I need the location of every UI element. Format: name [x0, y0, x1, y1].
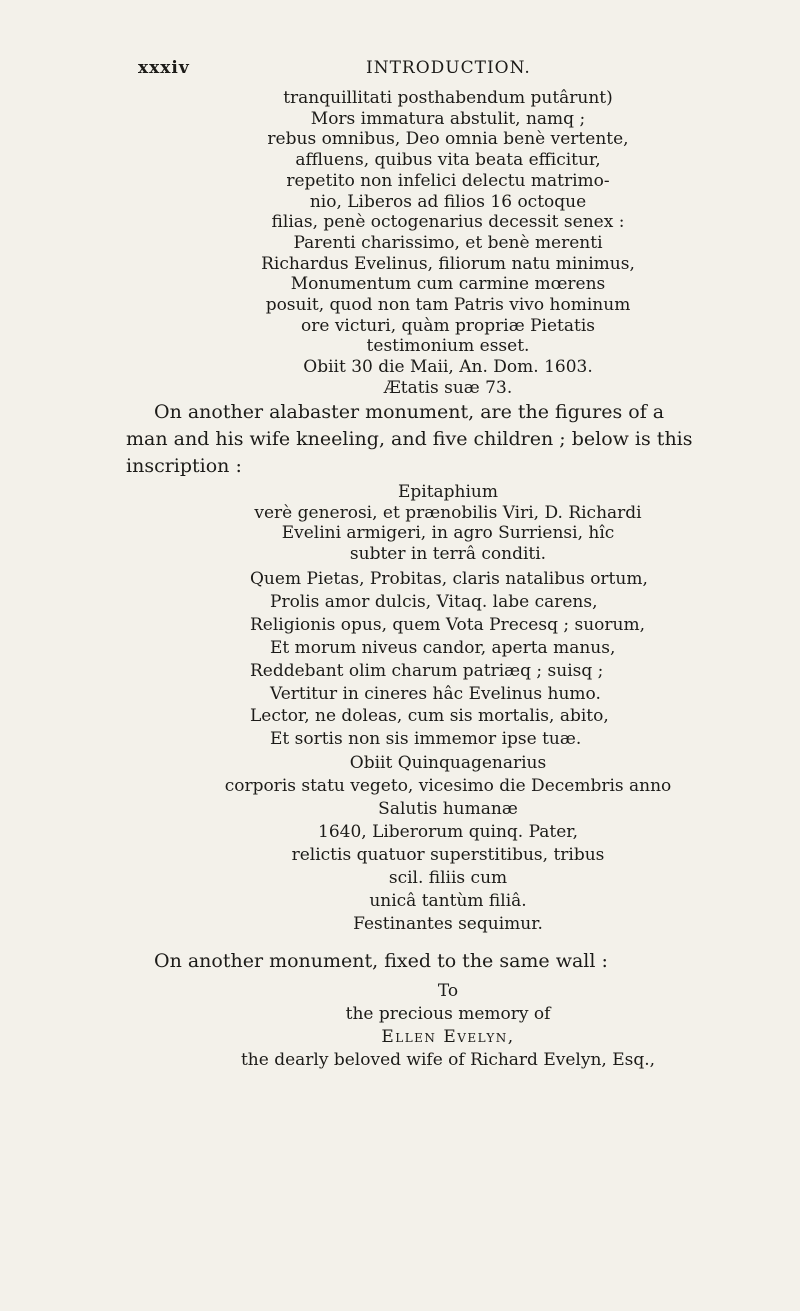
dedication-line: the dearly beloved wife of Richard Evelyn, Esq.,: [240, 1050, 656, 1070]
verse-line: Reddebant olim charum patriæq ; suisq ;: [250, 660, 604, 681]
epitaph-line: Mors immatura abstulit, namq ;: [310, 108, 586, 129]
epitaph-line: ore victuri, quàm propriæ Pietatis: [301, 315, 595, 336]
verse-line: Et sortis non sis immemor ipse tuæ.: [270, 729, 582, 750]
verse-line: Quem Pietas, Probitas, claris natalibus ortum,: [250, 569, 648, 589]
epitaph-closing: [138, 752, 758, 936]
latin-verse: [240, 568, 760, 751]
epitaph-line: tranquillitati posthabendum putârunt): [283, 88, 613, 108]
closing-line: unicâ tantùm filiâ.: [369, 891, 527, 911]
page-number: xxxiv: [138, 58, 190, 78]
epitaph-line: Monumentum cum carmine mœrens: [290, 274, 606, 295]
dedication-line: the precious memory of: [345, 1004, 551, 1024]
heading-line: subter in terrâ conditi.: [349, 544, 547, 565]
paragraph-line: inscription :: [126, 455, 242, 477]
epitaph-line: Richardus Evelinus, filiorum natu minimus,: [261, 253, 635, 274]
narrative-paragraph: [126, 399, 776, 480]
verse-line: Prolis amor dulcis, Vitaq. labe carens,: [270, 591, 598, 612]
heading-line: Evelini armigeri, in agro Surriensi, hîc: [281, 523, 615, 544]
closing-line: corporis statu vegeto, vicesimo die Decembris anno: [224, 776, 672, 796]
paragraph-line: On another alabaster monument, are the figures of a: [154, 401, 665, 423]
closing-line: scil. filiis cum: [388, 868, 508, 888]
epitaphium-heading: [138, 482, 758, 565]
paragraph-line: On another monument, fixed to the same wall :: [154, 950, 608, 972]
epitaph-continuation: [138, 88, 758, 399]
epitaph-line: Parenti charissimo, et benè merenti: [293, 232, 603, 253]
closing-line: Obiit Quinquagenarius: [349, 753, 547, 773]
epitaph-line: posuit, quod non tam Patris vivo hominum: [265, 295, 631, 316]
death-date-line: Obiit 30 die Maii, An. Dom. 1603.: [303, 357, 593, 378]
age-line: Ætatis suæ 73.: [383, 377, 513, 398]
heading-line: verè generosi, et prænobilis Viri, D. Richardi: [254, 502, 642, 523]
verse-line: Et morum niveus candor, aperta manus,: [270, 637, 616, 658]
closing-line: Festinantes sequimur.: [353, 914, 543, 934]
verse-line: Lector, ne doleas, cum sis mortalis, abito,: [250, 706, 609, 727]
dedicatee-name: Ellen Evelyn,: [381, 1027, 515, 1047]
dedication-inscription: [138, 980, 758, 1072]
running-title: INTRODUCTION.: [366, 58, 531, 78]
epitaph-line: repetito non infelici delectu matrimo-: [286, 170, 610, 191]
paragraph-line: man and his wife kneeling, and five children ; below is this: [126, 428, 693, 450]
epitaph-line: rebus omnibus, Deo omnia benè vertente,: [267, 129, 629, 150]
epitaph-line: filias, penè octogenarius decessit senex :: [271, 212, 625, 233]
verse-line: Vertitur in cineres hâc Evelinus humo.: [270, 683, 601, 704]
epitaphium-title: Epitaphium: [397, 482, 499, 502]
verse-line: Religionis opus, quem Vota Precesq ; suorum,: [250, 614, 645, 635]
closing-line: Salutis humanæ: [378, 799, 518, 819]
epitaph-line: nio, Liberos ad filios 16 octoque: [309, 191, 587, 212]
closing-line: relictis quatuor superstitibus, tribus: [291, 845, 605, 865]
closing-line: 1640, Liberorum quinq. Pater,: [318, 822, 578, 842]
epitaph-line: affluens, quibus vita beata efficitur,: [295, 150, 601, 171]
epitaph-line: testimonium esset.: [366, 336, 530, 357]
dedication-line: To: [437, 981, 459, 1001]
page-header: [138, 58, 758, 82]
narrative-paragraph-2: [126, 948, 776, 975]
